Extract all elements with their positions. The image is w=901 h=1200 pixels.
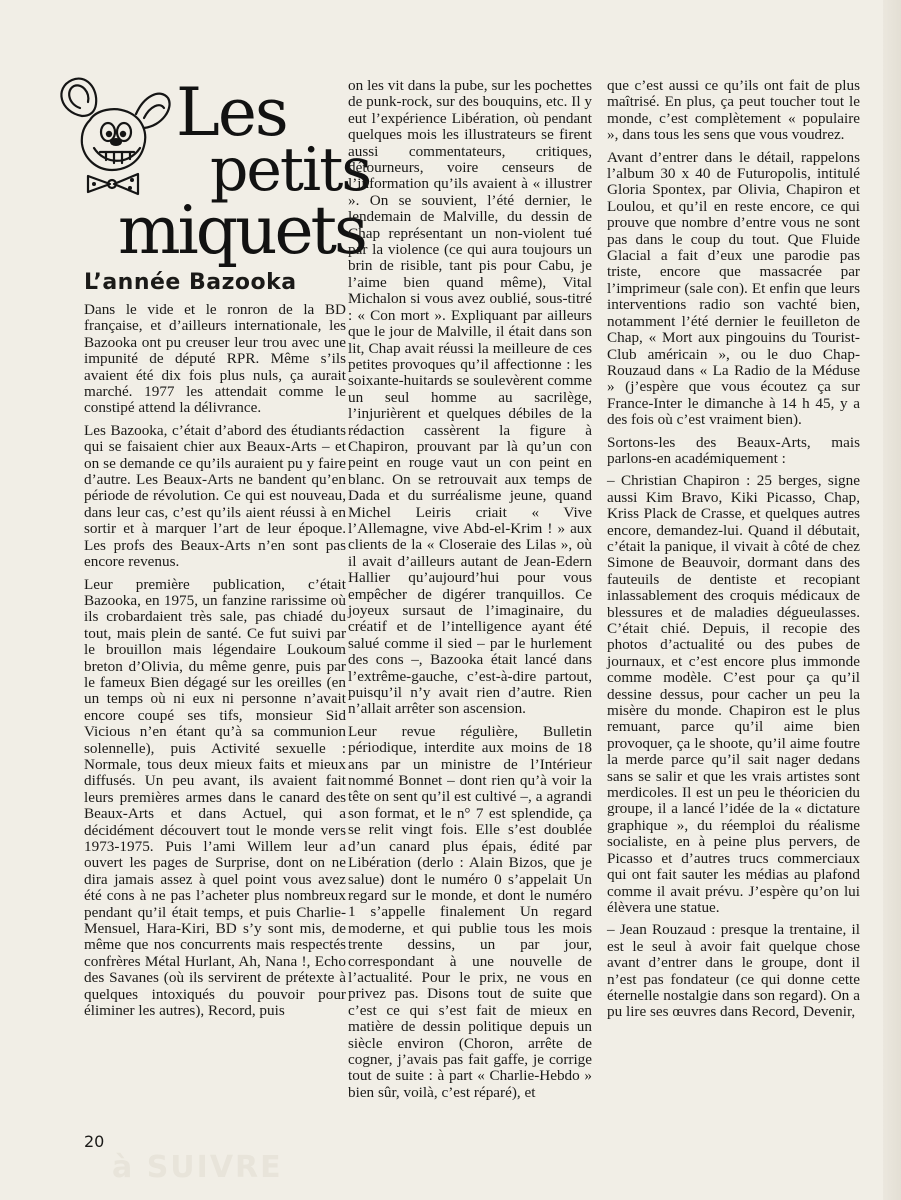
bleed-through-text: à SUIVRE <box>112 1150 283 1185</box>
text-column-2 <box>348 78 592 1107</box>
paragraph: Les Bazooka, c’était d’abord des étudiants qui se faisaient chier aux Beaux-Arts – et on se demande ce qu’ils auraient pu y faire d’autre. Les Beaux-Arts ne bandent qu’en période de révolution. Ce qui est nouveau, dans leur cas, c’est qu’ils aient réussi à en sortir et à marquer l’art de leur époque. Les profs des Beaux-Arts n’en sont pas encore revenus. <box>84 421 346 571</box>
paragraph: on les vit dans la pube, sur les pochettes de punk-rock, sur des bouquins, etc. Il y eut l’expérience Libération, où pendant quelques mois les illustrateurs se firent aussi commentateurs, critiques, détourneurs, voire censeurs de l’information qu’ils avaient à « illustrer ». On se souvient, l’été dernier, le lendemain de Malville, du dessin de Chap représentant un non-violent tué par la violence (ce qui aura toujours un brin de risible, tant pis pour Cabu, je l’aime bien quand même), Vital Michalon si vous avez oublié, sous-titré : « Con mort ». Expliquant par ailleurs que le jour de Malville, il était dans son lit, Chap avait réussi la meilleure de ces petites provoques qu’il affectionne : les soixante-huitards se soulevèrent comme un seul homme au sacrilège, l’injurièrent et quelques débiles de la rédaction cassèrent la figure à Chapiron, prouvant par là qu’un con peint en rouge vaut un con peint en blanc. On se retrouvait aux temps de Dada et du surréalisme jeune, quand Michel Leiris criait « Vive l’Allemagne, vive Abd-el-Krim ! » aux clients de la « Closeraie des Lilas », où il avait d’ailleurs autant de Jean-Edern Hallier qu’aujourd’hui pour vous empêcher de digérer tranquillos. Ce joyeux sursaut de l’imaginaire, du créatif et de l’intelligence ayant été salué comme il sied – par le hurlement des cons –, Bazooka était lancé dans l’extrême-gauche, c’est-à-dire partout, puisqu’il n’y avait rien d’autre. Rien n’allait arrêter son ascension. <box>348 77 592 718</box>
paragraph: Leur revue régulière, Bulletin périodique, interdite aux moins de 18 ans par un ministre de l’Intérieur nommé Bonnet – dont rien qu’à voir la tête on sent qu’il est cultivé –, a agrandi son format, et le n° 7 est splendide, ça se relit vingt fois. Elle s’est doublée d’un canard plus épais, édité par Libération (derlo : Alain Bizos, que je salue) dont le numéro 0 s’appelait Un regard sur le monde, et dont le numéro 1 s’appelle finalement Un regard moderne, et qui publie tous les mois trente dessins, un par jour, correspondant à une nouvelle de l’actualité. Pour le prix, ne vous en privez pas. Disons tout de suite que c’est ce qui s’est fait de mieux en matière de dessin politique depuis un siècle environ (Choron, arrête de cogner, j’avais pas fait gaffe, je corrige tout de suite : à part « Charlie-Hebdo » bien sûr, voilà, c’est réparé), et <box>348 722 592 1101</box>
paragraph: Avant d’entrer dans le détail, rappelons l’album 30 x 40 de Futuropolis, intitulé Gloria Spontex, par Olivia, Chapiron et Loulou, et qu’il en reste encore, ce qui prouve que nombre d’entre vous ne sont pas dans le coup du tout. Que Fluide Glacial a fait d’eux une parodie pas triste, encore que massacrée par l’imprimeur (sale con). Et enfin que leurs interventions radio son vachté bien, notamment l’été dernier le feuilleton de Chap, « Mort aux pingouins du Tourist-Club américain », ou le duo Chap-Rouzaud dans « La Radio de la Méduse » (j’espère que vous écoutez ça sur France-Inter le dimanche à 14 h 45, y a des fois où c’est vraiment bien). <box>607 148 860 429</box>
paragraph: – Christian Chapiron : 25 berges, signe aussi Kim Bravo, Kiki Picasso, Chap, Kriss Plack de Crasse, et quelques autres encore, demandez-lui. Quand il débutait, c’était la panique, il vivait à côté de chez Simone de Beauvoir, dormant dans des fauteuils de dentiste et recopiant inlassablement des croquis médicaux de blessures et de maladies dégueulasses. C’était chié. Depuis, il recopie des photos d’actualité ou des pubes de journaux, et c’est encore plus immonde comme modèle. C’est pour ça qu’il dessine dessus, pour cacher un peu la misère du monde. Chapiron est le plus remuant, parce qu’il aime bien provoquer, ça le shoote, qu’il aime foutre la merde parce qu’il sait nager dedans sans se salir et que les vrais artistes sont merdicoles. Il est un peu le théoricien du groupe, il a lancé l’idée de la « dictature graphique », du réemploi du réalisme socialiste, en à peine plus pervers, de Picasso et d’autres trucs commerciaux qui ont fait sauter les médias au plafond comme il avait prévu. J’espère qu’on lui élèvera une statue. <box>607 472 860 916</box>
title-line-2: petits <box>210 135 371 205</box>
text-column-3 <box>607 78 860 1027</box>
page-number: 20 <box>84 1132 105 1151</box>
paragraph: Leur première publication, c’était Bazooka, en 1975, un fanzine rarissime où ils crobardaient très sale, pas chiadé du tout, mais plein de santé. Ce fut suivi par le brouillon mais légendaire Loukoum breton d’Olivia, du même genre, puis par le fameux Bien dégagé sur les oreilles (en un temps où ni eux ni personne n’avait encore coupé ses tifs, monsieur Sid Vicious n’en étant qu’à sa communion solennelle), puis Activité sexuelle : Normale, tous deux mieux faits et mieux diffusés. Un peu avant, ils avaient fait leurs premières armes dans le canard des Beaux-Arts et dans Actuel, qui a décidément découvert tout le monde vers 1973-1975. Puis l’ami Willem leur a ouvert les pages de Surprise, dont on ne dira jamais assez à quel point vous avez été cons à ne pas l’acheter plus nombreux pendant qu’il était temps, et puis Charlie-Mensuel, Hara-Kiri, BD s’y sont mis, de même que nos concurrents mais respectés confrères Métal Hurlant, Ah, Nana !, Echo des Savanes (où ils servirent de prétexte à quelques intoxiqués du pouvoir pour éliminer les autres), Record, puis <box>84 575 346 1020</box>
paragraph: Dans le vide et le ronron de la BD française, et d’ailleurs internationale, les Bazooka ont pu creuser leur trou avec une impunité de député RPR. Même s’ils avaient été dix fois plus nuls, ça aurait marché. 1977 les attendait comme le constipé attend la délivrance. <box>84 301 346 417</box>
text-column-1 <box>84 302 346 1025</box>
paragraph: – Jean Rouzaud : presque la trentaine, il est le seul à avoir fait quelque chose avant d’entrer dans le groupe, dont il n’est pas fondateur (ce qui donne cette éternelle nostalgie dans son regard). On a pu lire ses œuvres dans Record, Devenir, <box>607 921 860 1021</box>
paragraph: que c’est aussi ce qu’ils ont fait de plus maîtrisé. En plus, ça peut toucher tout le monde, c’est complètement « populaire », dans tous les sens que vous voudrez. <box>607 77 860 144</box>
paragraph: Sortons-les des Beaux-Arts, mais parlons-en académiquement : <box>607 433 860 467</box>
article-subtitle: L’année Bazooka <box>84 270 297 295</box>
cartoon-mouse-logo-icon <box>52 74 174 198</box>
page-edge-shadow <box>883 0 901 1200</box>
title-line-1: Les <box>176 74 287 151</box>
title-line-3: miquets <box>118 192 365 269</box>
